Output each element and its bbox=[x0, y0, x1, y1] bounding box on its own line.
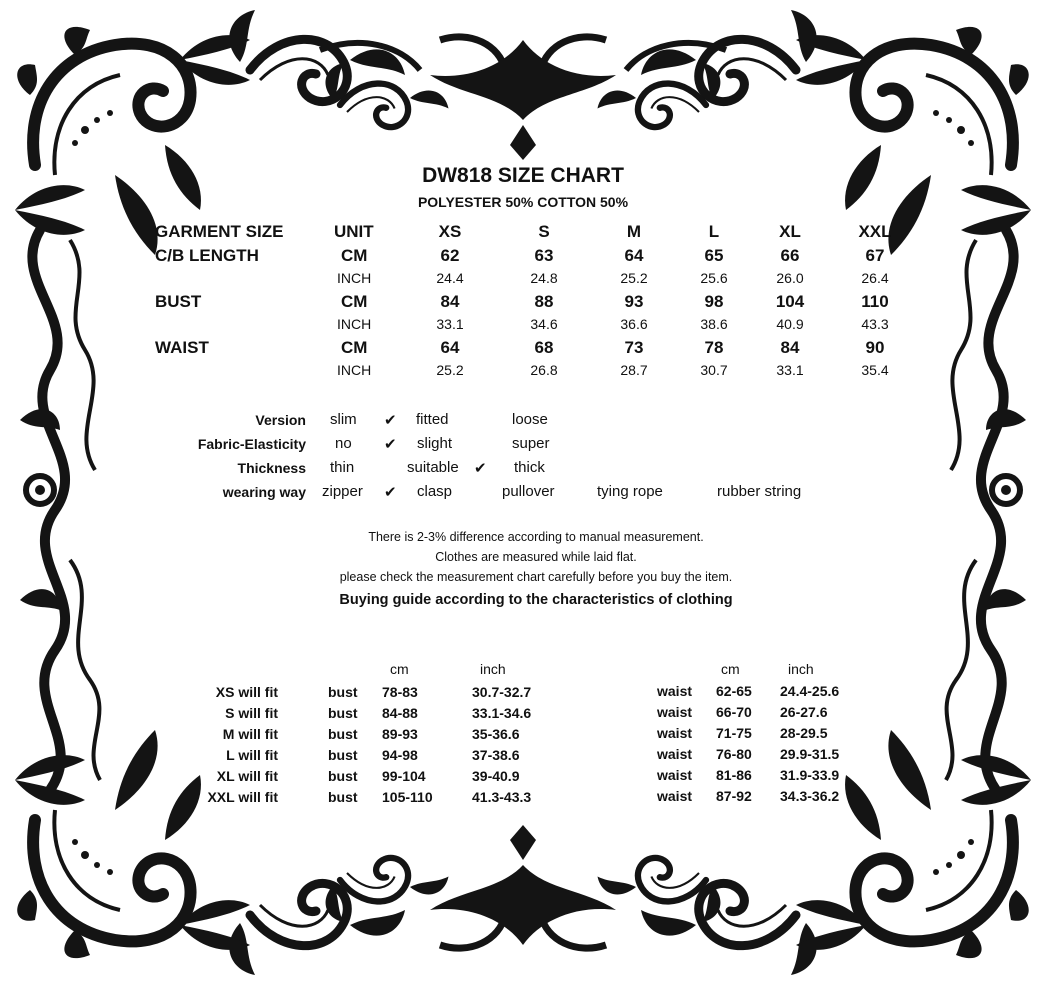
size-header-xl: XL bbox=[779, 222, 801, 241]
cell-bust-cm: 93 bbox=[624, 292, 644, 311]
bust-inch-range: 39-40.9 bbox=[472, 768, 520, 784]
waist-inch-range: 31.9-33.9 bbox=[780, 767, 840, 783]
cell-waist-inch: 33.1 bbox=[776, 362, 804, 378]
check-icon: ✔ bbox=[384, 484, 397, 501]
cell-waist-inch: 30.7 bbox=[700, 362, 728, 378]
option-suitable: suitable bbox=[407, 459, 459, 476]
cell-waist-inch: 25.2 bbox=[436, 362, 464, 378]
cell-c-b-length-inch: 24.8 bbox=[530, 270, 558, 286]
cell-bust-cm: 88 bbox=[534, 292, 554, 311]
char-label-version: Version bbox=[255, 412, 306, 428]
row-label-waist: WAIST bbox=[155, 338, 209, 357]
option-slim: slim bbox=[330, 411, 357, 428]
bust-cm-range: 99-104 bbox=[382, 768, 426, 784]
bust-cm-header: cm bbox=[390, 661, 409, 677]
cell-bust-cm: 110 bbox=[861, 292, 889, 311]
waist-cm-range: 62-65 bbox=[716, 683, 752, 699]
waist-inch-range: 28-29.5 bbox=[780, 725, 828, 741]
cell-c-b-length-cm: 67 bbox=[865, 246, 885, 265]
cell-waist-cm: 73 bbox=[624, 338, 644, 357]
row-unit-cm: CM bbox=[341, 246, 368, 265]
row-unit-cm: CM bbox=[341, 292, 368, 311]
cell-bust-cm: 104 bbox=[775, 292, 805, 311]
waist-label: waist bbox=[657, 725, 693, 741]
fit-label: S will fit bbox=[225, 705, 278, 721]
bust-label: bust bbox=[328, 705, 358, 721]
row-unit-inch: INCH bbox=[337, 316, 372, 332]
garment-size-header: GARMENT SIZE bbox=[155, 222, 284, 241]
option-tying-rope: tying rope bbox=[597, 483, 663, 500]
check-icon: ✔ bbox=[384, 436, 397, 453]
waist-cm-range: 81-86 bbox=[716, 767, 752, 783]
fit-label: XS will fit bbox=[215, 684, 278, 700]
size-header-s: S bbox=[538, 222, 550, 241]
waist-cm-range: 76-80 bbox=[716, 746, 752, 762]
size-header-m: M bbox=[626, 222, 642, 241]
bust-cm-range: 84-88 bbox=[382, 705, 418, 721]
bust-label: bust bbox=[328, 747, 358, 763]
cell-bust-inch: 33.1 bbox=[436, 316, 464, 332]
waist-label: waist bbox=[657, 788, 693, 804]
fabric-composition: POLYESTER 50% COTTON 50% bbox=[417, 194, 629, 210]
cell-waist-cm: 90 bbox=[865, 338, 885, 357]
cell-bust-inch: 36.6 bbox=[620, 316, 648, 332]
cell-c-b-length-inch: 25.2 bbox=[620, 270, 648, 286]
option-super: super bbox=[512, 435, 550, 452]
waist-label: waist bbox=[657, 704, 693, 720]
waist-label: waist bbox=[657, 746, 693, 762]
note-laid-flat: Clothes are measured while laid flat. bbox=[435, 550, 637, 564]
option-thin: thin bbox=[330, 459, 355, 476]
cell-c-b-length-cm: 64 bbox=[624, 246, 644, 265]
cell-waist-inch: 28.7 bbox=[620, 362, 648, 378]
option-slight: slight bbox=[417, 435, 453, 452]
bust-label: bust bbox=[328, 684, 358, 700]
row-unit-inch: INCH bbox=[337, 270, 372, 286]
bust-inch-header: inch bbox=[480, 661, 506, 677]
fit-label: XL will fit bbox=[216, 768, 278, 784]
waist-inch-range: 29.9-31.5 bbox=[780, 746, 840, 762]
bust-inch-range: 30.7-32.7 bbox=[472, 684, 532, 700]
option-clasp: clasp bbox=[417, 483, 453, 500]
cell-bust-cm: 84 bbox=[440, 292, 460, 311]
cell-bust-inch: 38.6 bbox=[700, 316, 728, 332]
bust-label: bust bbox=[328, 789, 358, 805]
row-unit-inch: INCH bbox=[337, 362, 372, 378]
cell-waist-cm: 68 bbox=[534, 338, 554, 357]
option-zipper: zipper bbox=[322, 483, 363, 500]
waist-inch-header: inch bbox=[788, 661, 814, 677]
fit-label: XXL will fit bbox=[207, 789, 278, 805]
note-check-chart: please check the measurement chart carefully before you buy the item. bbox=[339, 570, 733, 584]
fit-label: L will fit bbox=[226, 747, 278, 763]
check-icon: ✔ bbox=[474, 460, 487, 477]
size-header-xxl: XXL bbox=[858, 222, 892, 241]
cell-bust-inch: 34.6 bbox=[530, 316, 558, 332]
option-loose: loose bbox=[512, 411, 548, 428]
option-pullover: pullover bbox=[502, 483, 555, 500]
bust-label: bust bbox=[328, 726, 358, 742]
chart-title: DW818 SIZE CHART bbox=[422, 164, 624, 187]
waist-inch-range: 26-27.6 bbox=[780, 704, 828, 720]
option-thick: thick bbox=[514, 459, 545, 476]
row-unit-cm: CM bbox=[341, 338, 368, 357]
cell-bust-inch: 43.3 bbox=[861, 316, 889, 332]
cell-c-b-length-cm: 65 bbox=[704, 246, 724, 265]
cell-waist-cm: 64 bbox=[440, 338, 460, 357]
cell-c-b-length-inch: 24.4 bbox=[436, 270, 464, 286]
cell-waist-cm: 78 bbox=[704, 338, 724, 357]
bust-label: bust bbox=[328, 768, 358, 784]
cell-c-b-length-inch: 26.0 bbox=[776, 270, 804, 286]
waist-cm-header: cm bbox=[721, 661, 740, 677]
cell-bust-inch: 40.9 bbox=[776, 316, 804, 332]
cell-c-b-length-inch: 26.4 bbox=[861, 270, 889, 286]
check-icon: ✔ bbox=[384, 412, 397, 429]
cell-c-b-length-cm: 66 bbox=[780, 246, 800, 265]
option-fitted: fitted bbox=[416, 411, 449, 428]
waist-cm-range: 71-75 bbox=[716, 725, 752, 741]
size-header-l: L bbox=[708, 222, 720, 241]
bust-inch-range: 33.1-34.6 bbox=[472, 705, 532, 721]
fit-label: M will fit bbox=[222, 726, 278, 742]
cell-c-b-length-cm: 62 bbox=[440, 246, 460, 265]
bust-inch-range: 37-38.6 bbox=[472, 747, 520, 763]
size-header-xs: XS bbox=[438, 222, 462, 241]
option-rubber-string: rubber string bbox=[717, 483, 802, 500]
cell-waist-cm: 84 bbox=[780, 338, 800, 357]
bust-cm-range: 89-93 bbox=[382, 726, 418, 742]
note-difference: There is 2-3% difference according to manual measurement. bbox=[368, 530, 704, 544]
char-label-wearing-way: wearing way bbox=[222, 484, 306, 500]
row-label-c-b-length: C/B LENGTH bbox=[155, 246, 259, 265]
bust-inch-range: 41.3-43.3 bbox=[472, 789, 532, 805]
bust-cm-range: 105-110 bbox=[382, 789, 433, 805]
bust-cm-range: 94-98 bbox=[382, 747, 418, 763]
cell-bust-cm: 98 bbox=[704, 292, 724, 311]
char-label-thickness: Thickness bbox=[237, 460, 306, 476]
char-label-fabric-elasticity: Fabric-Elasticity bbox=[197, 436, 306, 452]
waist-inch-range: 24.4-25.6 bbox=[780, 683, 840, 699]
cell-c-b-length-cm: 63 bbox=[534, 246, 554, 265]
bust-cm-range: 78-83 bbox=[382, 684, 418, 700]
cell-waist-inch: 35.4 bbox=[861, 362, 889, 378]
cell-c-b-length-inch: 25.6 bbox=[700, 270, 728, 286]
waist-cm-range: 66-70 bbox=[716, 704, 752, 720]
waist-inch-range: 34.3-36.2 bbox=[780, 788, 840, 804]
cell-waist-inch: 26.8 bbox=[530, 362, 558, 378]
waist-cm-range: 87-92 bbox=[716, 788, 752, 804]
unit-header: UNIT bbox=[334, 222, 374, 241]
bust-inch-range: 35-36.6 bbox=[472, 726, 520, 742]
waist-label: waist bbox=[657, 683, 693, 699]
buying-guide-title: Buying guide according to the characteristics of clothing bbox=[339, 592, 733, 608]
row-label-bust: BUST bbox=[155, 292, 202, 311]
option-no: no bbox=[335, 435, 352, 452]
waist-label: waist bbox=[657, 767, 693, 783]
